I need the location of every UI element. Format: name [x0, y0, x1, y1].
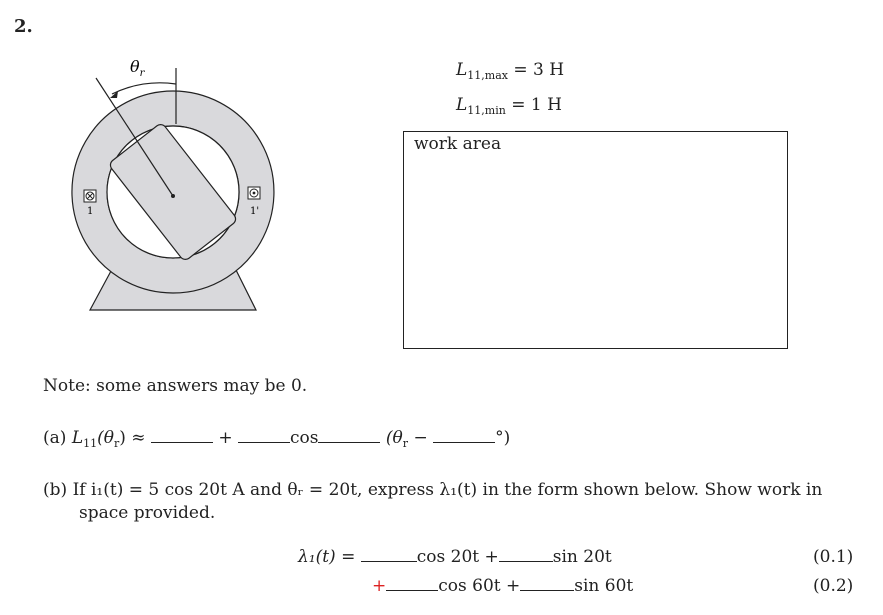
part-a: (a) $L_{11}(\theta_r)$ ≈ + $\cos (\theta_r$ − °) — [43, 428, 511, 450]
blank-b3[interactable] — [386, 589, 438, 591]
part-a-label: (a) — [43, 428, 67, 448]
lmax-equation: $L_{11,max} = 3$ H — [456, 60, 565, 82]
note-text: Note: some answers may be 0. — [43, 376, 308, 396]
part-b-line2: space provided. — [79, 503, 216, 523]
part-b-line1: (b) If i₁(t) = 5 cos 20t A and θᵣ = 20t, express λ₁(t) in the form shown below. Show work in — [43, 480, 823, 500]
blank-a3[interactable] — [318, 441, 380, 443]
blank-a4[interactable] — [433, 441, 495, 443]
rotor-center — [171, 194, 175, 198]
blank-a1[interactable] — [151, 441, 213, 443]
blank-b1[interactable] — [361, 560, 417, 562]
problem-number: 2. — [14, 16, 33, 37]
red-plus: + — [372, 576, 387, 596]
equation-1: λ₁(t) = cos 20t + sin 20t — [298, 547, 612, 567]
equation-2: + cos 60t + sin 60t — [372, 576, 634, 596]
work-area-box[interactable] — [403, 131, 788, 349]
machine-diagram — [60, 58, 300, 318]
blank-a2[interactable] — [238, 441, 290, 443]
theta-label: $\theta_r$ — [130, 58, 145, 79]
equation-2-number: (0.2) — [813, 576, 854, 596]
terminal-right-label: 1' — [250, 206, 260, 217]
lmin-equation: $L_{11,min} = 1$ H — [456, 95, 562, 117]
equation-1-number: (0.1) — [813, 547, 854, 567]
theta-arrowhead — [110, 91, 118, 98]
blank-b4[interactable] — [520, 589, 574, 591]
terminal-left-label: 1 — [87, 206, 94, 217]
part-b-label: (b) — [43, 480, 68, 500]
work-area-label: work area — [414, 134, 502, 154]
blank-b2[interactable] — [499, 560, 553, 562]
